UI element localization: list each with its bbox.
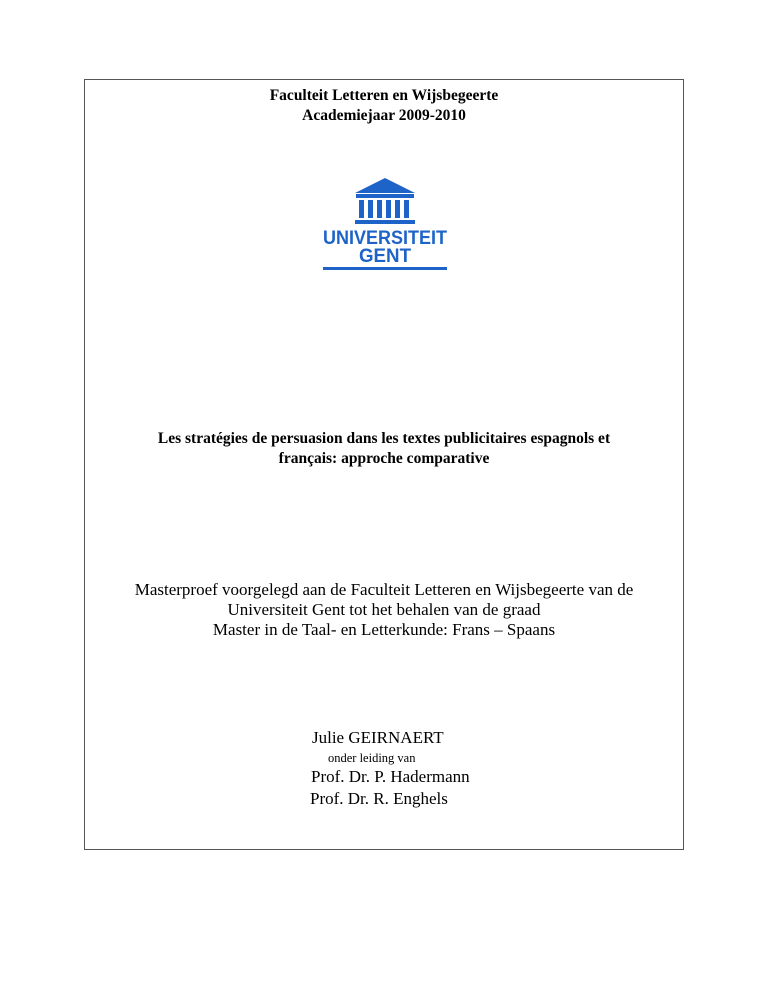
logo-word-universiteit: UNIVERSITEIT	[323, 228, 448, 249]
logo-pediment	[355, 178, 415, 193]
logo-column	[377, 200, 382, 218]
logo-base	[355, 220, 415, 224]
logo-entablature	[356, 194, 414, 198]
logo-column	[404, 200, 409, 218]
faculty-name: Faculteit Letteren en Wijsbegeerte	[269, 87, 499, 104]
logo-column	[359, 200, 364, 218]
supervisor-name: Prof. Dr. R. Enghels	[310, 789, 448, 808]
author-name: Julie GEIRNAERT	[312, 728, 444, 747]
thesis-title-line-2: français: approche comparative	[278, 450, 490, 467]
logo-column	[395, 200, 400, 218]
supervisor-name: Prof. Dr. P. Hadermann	[311, 767, 470, 786]
masterproef-line-1: Masterproef voorgelegd aan de Faculteit Letteren en Wijsbegeerte van de	[134, 580, 634, 599]
masterproef-statement	[0, 580, 768, 640]
thesis-title-line-1: Les stratégies de persuasion dans les textes publicitaires espagnols et	[157, 430, 611, 447]
supervision-label: onder leiding van	[328, 751, 416, 765]
academic-year: Academiejaar 2009-2010	[302, 107, 466, 124]
masterproef-line-3: Master in de Taal- en Letterkunde: Frans – Spaans	[212, 620, 556, 639]
logo-column	[368, 200, 373, 218]
thesis-title	[0, 429, 768, 469]
temple-icon	[355, 178, 415, 224]
logo-column	[386, 200, 391, 218]
university-logo	[320, 176, 450, 272]
logo-word-gent: GENT	[359, 246, 412, 267]
logo-underline	[323, 267, 447, 270]
masterproef-line-2: Universiteit Gent tot het behalen van de graad	[227, 600, 541, 619]
faculty-header	[0, 86, 768, 126]
